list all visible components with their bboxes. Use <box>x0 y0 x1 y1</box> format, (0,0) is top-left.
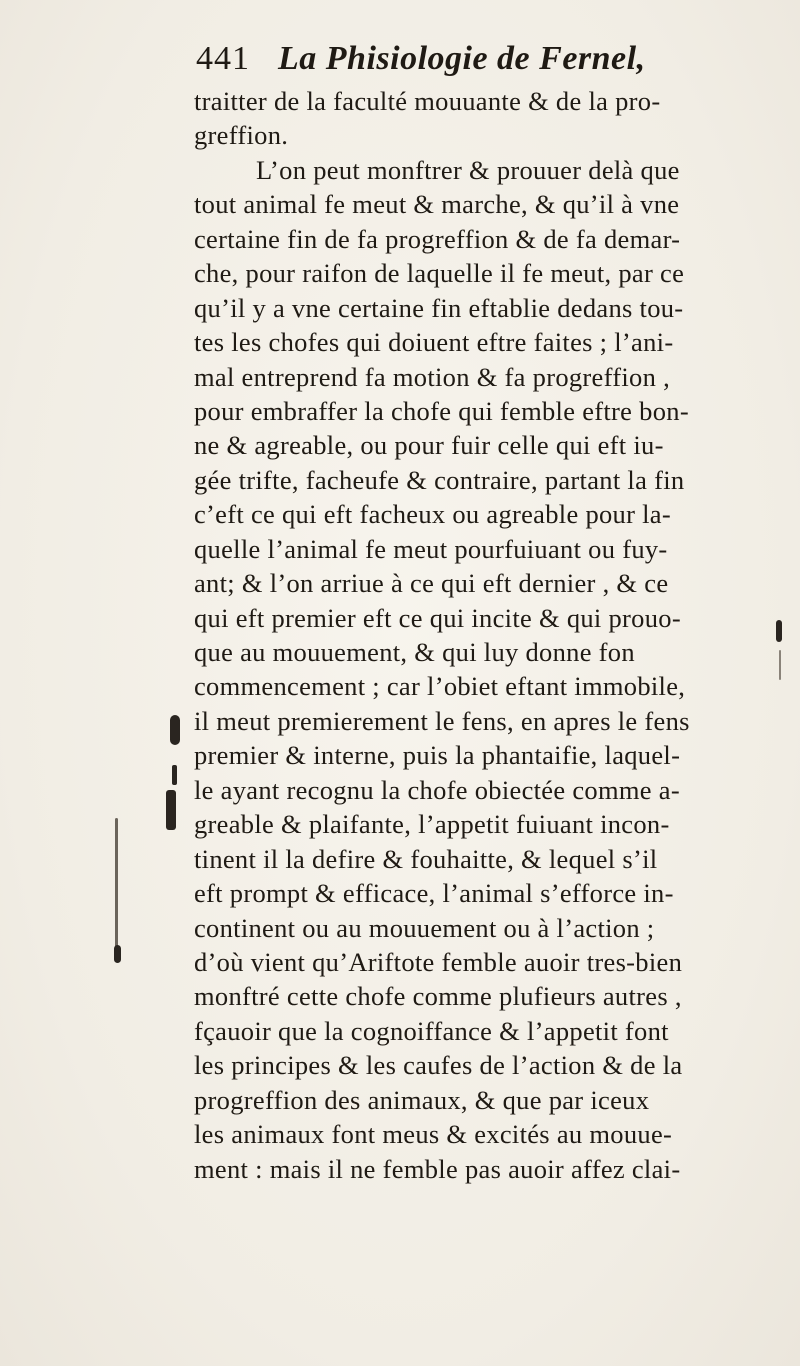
margin-ink-mark <box>166 790 176 830</box>
margin-ink-mark <box>779 650 781 680</box>
text-line: qui eft premier eft ce qui incite & qui prouo- <box>194 602 681 633</box>
margin-ink-mark <box>114 945 121 963</box>
text-line: greffion. <box>194 120 289 151</box>
text-line: eft prompt & efficace, l’animal s’efforce in- <box>194 878 674 909</box>
running-title: La Phisiologie de Fernel, <box>278 40 646 77</box>
text-line: tout animal fe meut & marche, & qu’il à vne <box>194 189 680 220</box>
text-line: le ayant recognu la chofe obiectée comme a- <box>194 774 680 805</box>
text-line: certaine fin de fa progreffion & de fa demar- <box>194 223 681 254</box>
text-line: les principes & les caufes de l’action & de la <box>194 1050 683 1081</box>
text-line: che, pour raifon de laquelle il fe meut, par ce <box>194 258 685 289</box>
text-line: commencement ; car l’obiet eftant immobile, <box>194 671 686 702</box>
text-line: d’où vient qu’Ariftote femble auoir tres-bien <box>194 946 683 977</box>
text-line: ant; & l’on arriue à ce qui eft dernier , & ce <box>194 568 669 599</box>
text-line: monftré cette chofe comme plufieurs autres , <box>194 981 682 1012</box>
body-text <box>194 84 774 1186</box>
text-line: fçauoir que la cognoiffance & l’appetit font <box>194 1015 669 1046</box>
text-line: mal entreprend fa motion & fa progreffion , <box>194 361 671 392</box>
text-line: tes les chofes qui doiuent eftre faites ; l’ani- <box>194 327 674 358</box>
text-line: premier & interne, puis la phantaifie, laquel- <box>194 740 681 771</box>
text-line: les animaux font meus & excités au mouue- <box>194 1119 673 1150</box>
margin-ink-mark <box>115 818 118 948</box>
text-line: progreffion des animaux, & que par iceux <box>194 1084 650 1115</box>
text-line: tinent il la defire & fouhaitte, & lequel s’il <box>194 843 658 874</box>
text-line: quelle l’animal fe meut pourfuiuant ou fuy- <box>194 533 668 564</box>
margin-ink-mark <box>170 715 180 745</box>
margin-ink-mark <box>172 765 177 785</box>
text-line: c’eft ce qui eft facheux ou agreable pour la- <box>194 499 671 530</box>
text-line: ne & agreable, ou pour fuir celle qui eft iu- <box>194 430 664 461</box>
text-line: qu’il y a vne certaine fin eftablie dedans tou- <box>194 292 684 323</box>
margin-ink-mark <box>776 620 782 642</box>
text-line: que au mouuement, & qui luy donne fon <box>194 637 635 667</box>
text-line: traitter de la faculté mouuante & de la pro- <box>194 86 661 116</box>
text-line: gée trifte, facheufe & contraire, partant la fin <box>194 464 685 495</box>
text-line: il meut premierement le fens, en apres le fens <box>194 705 690 736</box>
text-line: L’on peut monftrer & prouuer delà que <box>256 154 680 185</box>
text-line: ment : mais il ne femble pas auoir affez clai- <box>194 1153 681 1184</box>
text-line: pour embraffer la chofe qui femble eftre bon- <box>194 395 689 426</box>
text-line: greable & plaifante, l’appetit fuiuant incon- <box>194 809 670 840</box>
text-line: continent ou au mouuement ou à l’action ; <box>194 912 655 943</box>
page-number: 441 <box>196 40 250 77</box>
page-header <box>196 40 756 84</box>
